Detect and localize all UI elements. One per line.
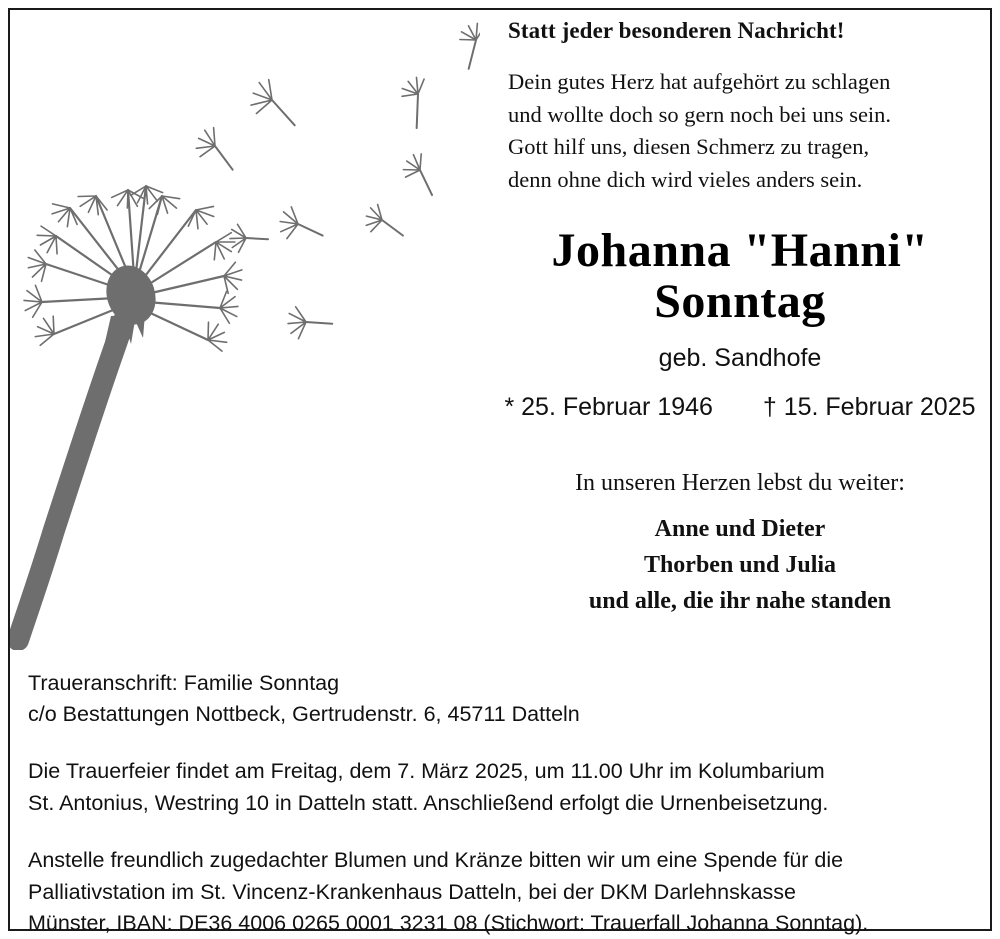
maiden-name: geb. Sandhofe xyxy=(658,344,822,373)
memorial-verse xyxy=(500,66,980,197)
verse-line-1: Dein gutes Herz hat aufgehört zu schlagen xyxy=(508,69,891,94)
dandelion-illustration xyxy=(10,10,480,650)
mourning-address-line-1: Traueranschrift: Familie Sonntag xyxy=(28,671,340,695)
ceremony-details xyxy=(28,756,972,818)
donation-request xyxy=(28,845,972,939)
verse-line-4: denn ohne dich wird vieles anders sein. xyxy=(508,166,863,192)
survivor-line-1: Anne und Dieter xyxy=(654,516,826,543)
notice-text-column xyxy=(500,18,980,619)
verse-line-2: und wollte doch so gern noch bei uns sein. xyxy=(508,101,892,127)
death-date: † 15. Februar 2025 xyxy=(762,393,976,422)
survivor-line-2: Thorben und Julia xyxy=(643,552,837,579)
memory-intro: In unseren Herzen lebst du weiter: xyxy=(575,470,905,497)
verse-line-3: Gott hilf uns, diesen Schmerz zu tragen, xyxy=(508,134,870,160)
notice-headline: Statt jeder besonderen Nachricht! xyxy=(508,18,845,43)
donation-line-2: Palliativstation im St. Vincenz-Krankenhaus Datteln, bei der DKM Darlehnskasse xyxy=(28,879,796,904)
birth-date: * 25. Februar 1946 xyxy=(504,393,713,422)
life-dates xyxy=(500,393,980,422)
mourning-address xyxy=(28,668,972,730)
survivors-list xyxy=(500,511,980,619)
donation-line-1: Anstelle freundlich zugedachter Blumen und Kränze bitten wir um eine Spende für die xyxy=(28,847,844,872)
donation-line-3: Münster, IBAN: DE36 4006 0265 0001 3231 08 (Stichwort: Trauerfall Johanna Sonntag). xyxy=(28,911,869,936)
survivor-line-3: und alle, die ihr nahe standen xyxy=(588,588,892,615)
ceremony-line-2: St. Antonius, Westring 10 in Datteln statt. Anschließend erfolgt die Urnenbeisetzung. xyxy=(28,790,829,815)
deceased-name-line-2: Sonntag xyxy=(654,275,826,329)
mourning-address-line-2: c/o Bestattungen Nottbeck, Gertrudenstr. 6, 45711 Datteln xyxy=(28,702,580,727)
deceased-name-line-1: Johanna "Hanni" xyxy=(551,223,929,277)
deceased-name xyxy=(500,225,980,329)
bottom-information xyxy=(28,668,972,939)
ceremony-line-1: Die Trauerfeier findet am Freitag, dem 7. März 2025, um 11.00 Uhr im Kolumbarium xyxy=(28,759,825,784)
